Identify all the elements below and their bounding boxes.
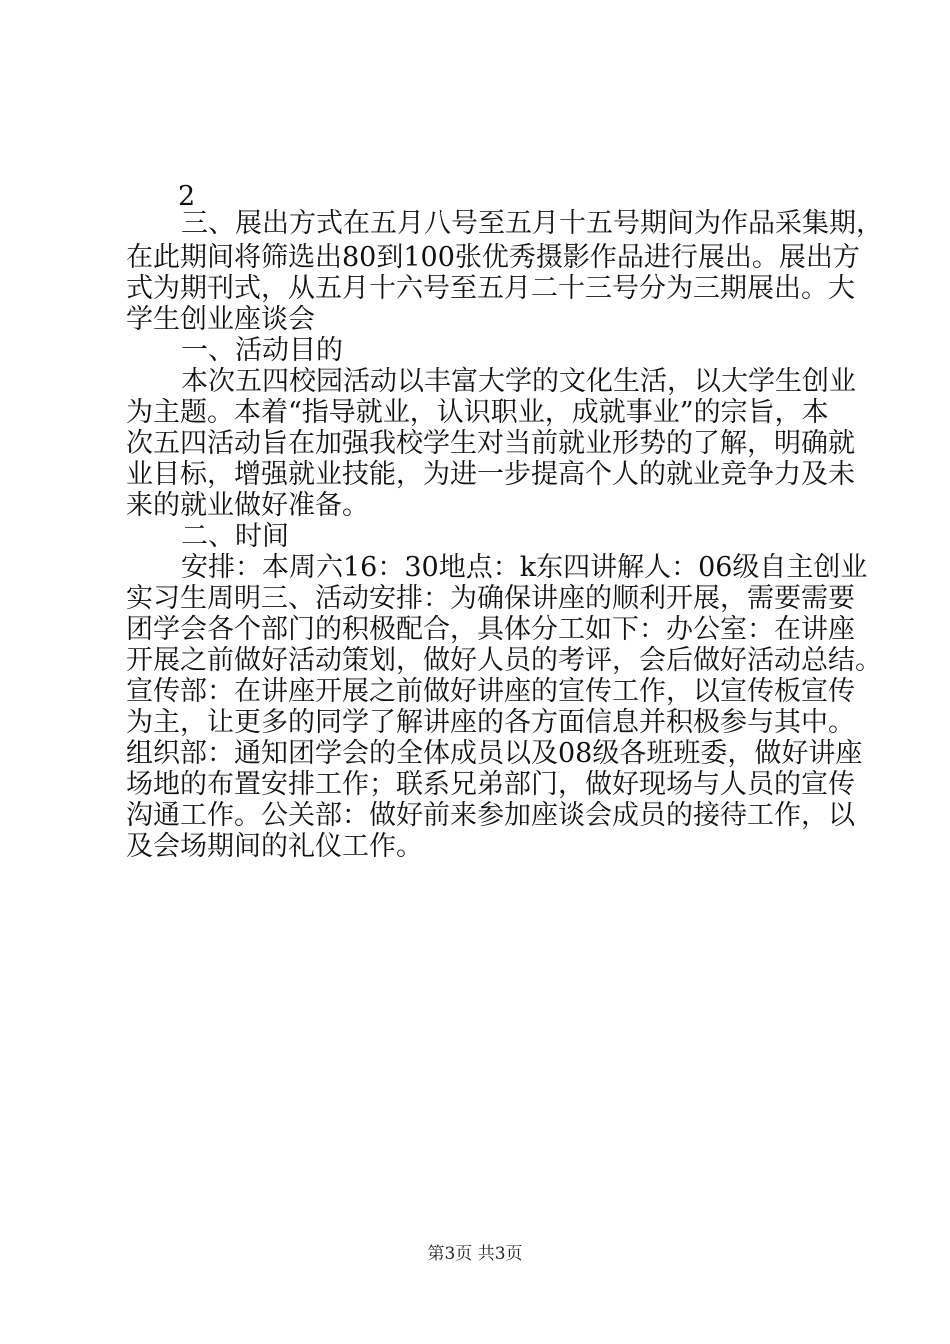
paragraph-line: 业目标，增强就业技能，为进一步提高个人的就业竞争力及未 [126, 459, 855, 490]
paragraph-line: 三、展出方式在五月八号至五月十五号期间为作品采集期， [181, 208, 883, 239]
paragraph-line: 为主，让更多的同学了解讲座的各方面信息并积极参与其中。 [126, 707, 855, 738]
paragraph-line: 式为期刊式，从五月十六号至五月二十三号分为三期展出。大 [126, 273, 855, 304]
page-footer: 第3页 共3页 [427, 1244, 523, 1264]
paragraph-line: 及会场期间的礼仪工作。 [126, 831, 423, 862]
paragraph-line: 安排：本周六16：30地点：k东四讲解人：06级自主创业 [181, 552, 868, 583]
paragraph-line: 来的就业做好准备。 [126, 490, 369, 521]
paragraph-line: 本次五四校园活动以丰富大学的文化生活，以大学生创业 [181, 366, 856, 397]
paragraph-line: 组织部：通知团学会的全体成员以及08级各班班委，做好讲座 [126, 738, 863, 769]
paragraph-line: 沟通工作。公关部：做好前来参加座谈会成员的接待工作，以 [126, 800, 855, 831]
section-heading: 一、活动目的 [181, 335, 343, 366]
paragraph-line: 次五四活动旨在加强我校学生对当前就业形势的了解，明确就 [126, 428, 855, 459]
paragraph-line: 实习生周明三、活动安排：为确保讲座的顺利开展，需要需要 [126, 583, 855, 614]
paragraph-line: 团学会各个部门的积极配合，具体分工如下：办公室：在讲座 [126, 614, 855, 645]
paragraph-line: 学生创业座谈会 [126, 304, 315, 335]
paragraph-line: 场地的布置安排工作；联系兄弟部门，做好现场与人员的宣传 [126, 769, 855, 800]
paragraph-line: 为主题。本着“指导就业，认识职业，成就事业”的宗旨，本 [126, 397, 829, 428]
paragraph-line: 开展之前做好活动策划，做好人员的考评，会后做好活动总结。 [126, 645, 882, 676]
section-heading: 二、时间 [181, 521, 289, 552]
paragraph-line: 宣传部：在讲座开展之前做好讲座的宣传工作，以宣传板宣传 [126, 676, 855, 707]
paragraph-line: 在此期间将筛选出80到100张优秀摄影作品进行展出。展出方 [126, 242, 860, 273]
page-number-marker: 2 [178, 181, 196, 212]
